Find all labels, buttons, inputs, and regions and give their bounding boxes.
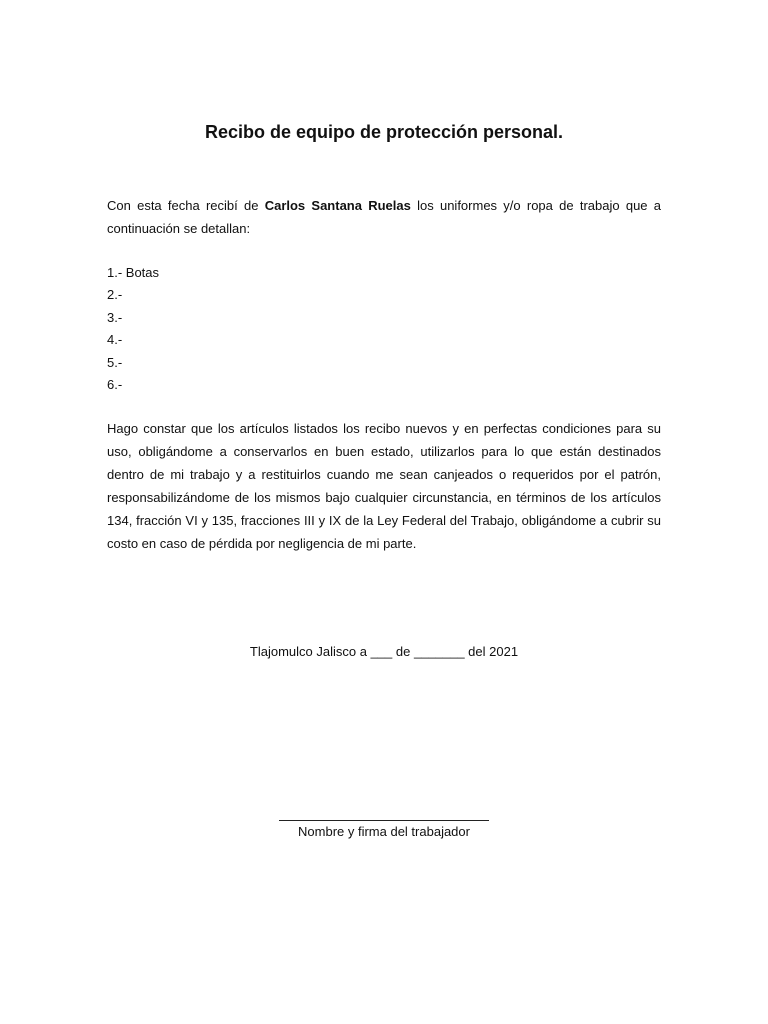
intro-text-start: Con esta fecha recibí de — [107, 198, 265, 213]
intro-text-end: los uniformes y/o ropa de trabajo que a continuación se detallan: — [107, 198, 661, 236]
place-date-line: Tlajomulco Jalisco a ___ de _______ del 2021 — [249, 644, 519, 659]
terms-paragraph: Hago constar que los artículos listados los recibo nuevos y en perfectas condiciones para su uso, obligándome a conservarlos en buen estado, utilizarlos para lo que están destinados dentro de mi trabajo y a restituirlos cuando me sean canjeados o requeridos por el patrón, responsabilizándome de los mismos bajo cualquier circunstancia, en términos de los artículos 134, fracción VI y 135, fracciones III y IX de la Ley Federal del Trabajo, obligándome a cubrir su costo en caso de pérdida por negligencia de mi parte. — [107, 421, 661, 552]
list-item: 5.- — [107, 354, 123, 370]
list-item: 2.- — [107, 287, 123, 303]
recipient-name: Carlos Santana Ruelas — [264, 198, 411, 213]
list-item: 6.- — [107, 377, 123, 393]
signature-line — [279, 820, 489, 821]
intro-paragraph — [107, 194, 661, 240]
signature-block — [0, 820, 768, 839]
list-item: 1.- Botas — [107, 265, 160, 280]
list-item: 4.- — [107, 332, 123, 348]
document-title: Recibo de equipo de protección personal. — [204, 122, 564, 142]
signature-label: Nombre y firma del trabajador — [298, 824, 470, 839]
list-item: 3.- — [107, 309, 123, 325]
equipment-list — [107, 262, 159, 396]
